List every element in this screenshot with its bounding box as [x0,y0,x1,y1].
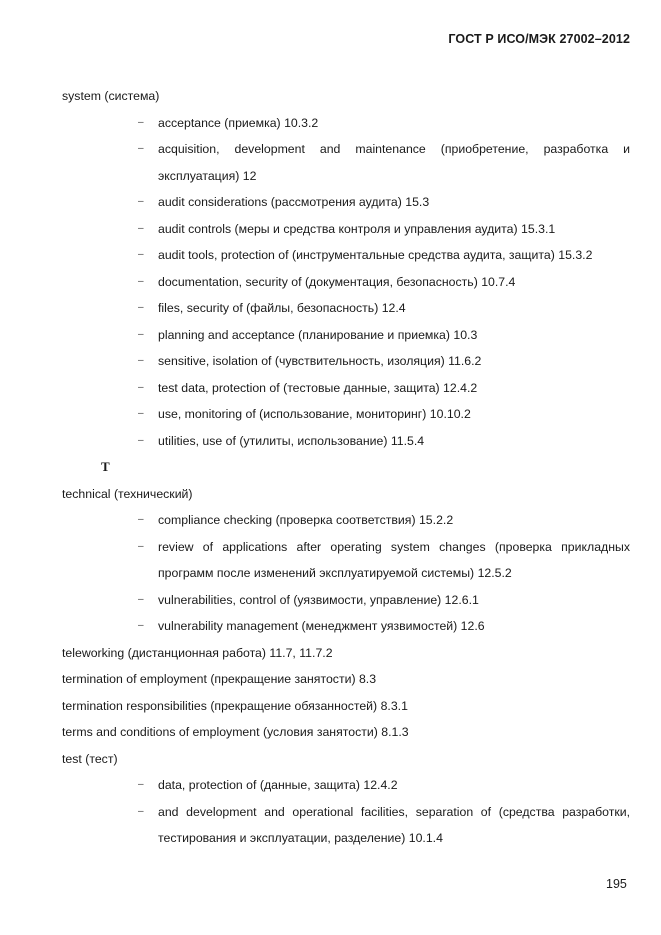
index-subentry-text: test data, protection of (тестовые данные, защита) 12.4.2 [158,380,478,395]
index-subentry-text: files, security of (файлы, безопасность) 12.4 [158,301,406,315]
dash-marker: – [138,196,144,207]
dash-marker: – [138,143,144,154]
page-number: 195 [606,877,627,891]
index-subentry [62,322,630,349]
index-subentry [62,534,630,587]
index-subentry [62,269,630,296]
index-term: termination of employment (прекращение занятости) 8.3 [62,672,377,686]
index-subentry [62,216,630,243]
dash-marker: – [138,514,144,525]
index-content [62,83,630,852]
index-subentry-text: documentation, security of (документация, безопасность) 10.7.4 [158,274,516,289]
dash-marker: – [138,620,144,631]
dash-marker: – [138,116,144,128]
index-subentry [62,401,630,428]
index-subentry-text: audit tools, protection of (инструментальные средства аудита, защита) 15.3.2 [158,248,593,262]
dash-marker: – [138,381,144,393]
index-subentry [62,136,630,189]
dash-marker: – [138,328,144,340]
index-subentry-text: and development and operational facilities, separation of (средства разработки, тестирования и эксплуатации, разделение) 10.1.4 [158,804,630,845]
index-subentry-text: sensitive, isolation of (чувствительность, изоляция) 11.6.2 [158,354,482,368]
index-subentry [62,587,630,614]
dash-marker: – [138,408,144,419]
index-subentry [62,110,630,137]
index-subentry-text: compliance checking (проверка соответствия) 15.2.2 [158,513,454,527]
dash-marker: – [138,275,144,287]
index-subentry [62,507,630,534]
index-subentry [62,772,630,799]
index-subentry [62,348,630,375]
dash-marker: – [138,355,144,366]
index-term: test (тест) [62,751,118,766]
index-subentry-text: audit considerations (рассмотрения аудита) 15.3 [158,195,430,209]
index-term: teleworking (дистанционная работа) 11.7, 11.7.2 [62,645,333,660]
dash-marker: – [138,434,144,446]
dash-marker: – [138,779,144,790]
dash-marker: – [138,540,144,552]
index-subentry [62,189,630,216]
dash-marker: – [138,805,144,817]
index-subentry [62,799,630,852]
index-subentry [62,295,630,322]
index-term: system (система) [62,89,160,103]
dash-marker: – [138,593,144,605]
index-term: termination responsibilities (прекращение обязанностей) 8.3.1 [62,698,408,713]
index-subentry-text: utilities, use of (утилиты, использование) 11.5.4 [158,433,425,448]
index-subentry-text: acceptance (приемка) 10.3.2 [158,115,319,130]
index-term: terms and conditions of employment (условия занятости) 8.1.3 [62,725,409,739]
index-subentry-text: acquisition, development and maintenance (приобретение, разработка и эксплуатация) 12 [158,142,630,183]
index-subentry [62,428,630,455]
index-subentry [62,242,630,269]
index-subentry-text: data, protection of (данные, защита) 12.4.2 [158,778,398,792]
index-subentry-text: vulnerability management (менеджмент уязвимостей) 12.6 [158,619,485,633]
index-subentry-text: vulnerabilities, control of (уязвимости, управление) 12.6.1 [158,592,479,607]
dash-marker: – [138,222,144,234]
index-subentry-text: audit controls (меры и средства контроля и управления аудита) 15.3.1 [158,221,556,236]
index-term: technical (технический) [62,486,193,501]
section-letter: T [101,459,110,474]
dash-marker: – [138,302,144,313]
document-header: ГОСТ Р ИСО/МЭК 27002–2012 [448,32,630,46]
index-subentry [62,375,630,402]
index-subentry-text: use, monitoring of (использование, мониторинг) 10.10.2 [158,407,471,421]
index-subentry-text: planning and acceptance (планирование и приемка) 10.3 [158,327,478,342]
dash-marker: – [138,249,144,260]
index-subentry [62,613,630,640]
index-subentry-text: review of applications after operating system changes (проверка прикладных программ после изменений эксплуатируемой системы) 12.5.2 [158,539,630,580]
